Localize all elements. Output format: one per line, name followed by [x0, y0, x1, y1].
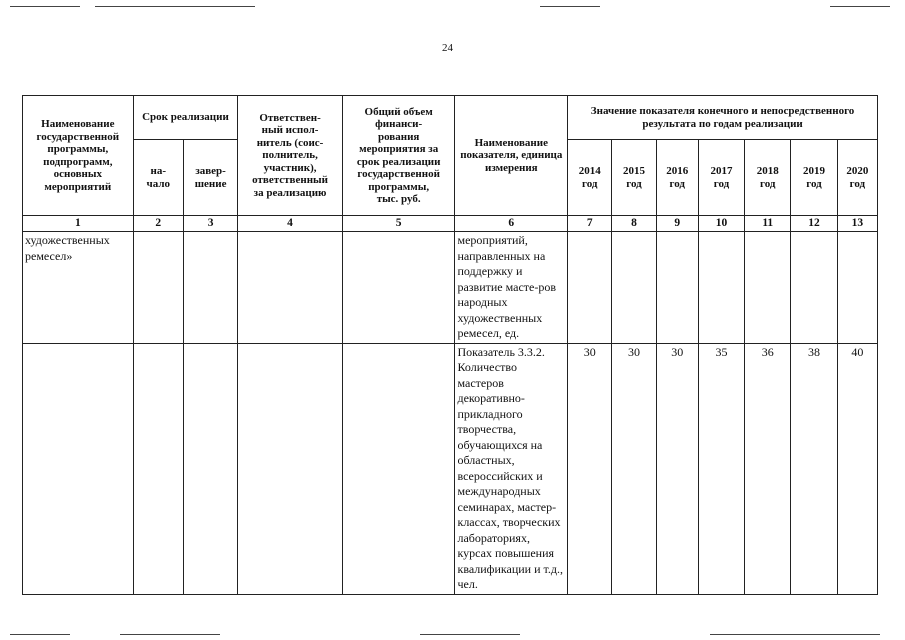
header-end: завер- шение: [183, 140, 237, 216]
column-number: 10: [698, 216, 744, 232]
start-cell: [133, 343, 183, 594]
responsible-cell: [238, 343, 343, 594]
header-year: 2016 год: [656, 140, 698, 216]
value-cell: 30: [656, 343, 698, 594]
value-cell: [745, 232, 791, 344]
column-number: 11: [745, 216, 791, 232]
column-number: 9: [656, 216, 698, 232]
header-financing: Общий объем финанси- рования мероприятия за срок реализации государственной программы, тыс. руб.: [342, 96, 455, 216]
program-indicators-table: [22, 95, 878, 595]
indicator-name-cell: мероприятий, направленных на поддержку и развитие масте-ров народных художественных ремесел, ед.: [455, 232, 568, 344]
indicator-name-cell: Показатель 3.3.2. Количество мастеров декоративно-прикладного творчества, обучающихся на областных, всероссийских и международных семинарах, мастер-классах, творческих лабораториях, курсах повышения квалификации и т.д., чел.: [455, 343, 568, 594]
header-year: 2019 год: [791, 140, 837, 216]
header-year: 2015 год: [612, 140, 656, 216]
column-number: 7: [568, 216, 612, 232]
scan-edge-line: [710, 634, 880, 635]
responsible-cell: [238, 232, 343, 344]
header-start: на- чало: [133, 140, 183, 216]
column-number: 4: [238, 216, 343, 232]
value-cell: 40: [837, 343, 877, 594]
value-cell: [791, 232, 837, 344]
value-cell: [568, 232, 612, 344]
header-program-name: Наименование государственной программы, подпрограмм, основных мероприятий: [23, 96, 134, 216]
financing-cell: [342, 232, 455, 344]
column-number: 3: [183, 216, 237, 232]
column-number: 12: [791, 216, 837, 232]
value-cell: [612, 232, 656, 344]
end-cell: [183, 232, 237, 344]
value-cell: [837, 232, 877, 344]
header-indicator-values: Значение показателя конечного и непосредственного результата по годам реализации: [568, 96, 878, 140]
scan-edge-line: [95, 6, 255, 7]
header-year: 2017 год: [698, 140, 744, 216]
scan-edge-line: [420, 634, 520, 635]
scan-edge-line: [540, 6, 600, 7]
header-year: 2020 год: [837, 140, 877, 216]
value-cell: 30: [568, 343, 612, 594]
column-number: 8: [612, 216, 656, 232]
column-number: 6: [455, 216, 568, 232]
table-row: [23, 232, 878, 344]
header-year: 2014 год: [568, 140, 612, 216]
program-name-cell: [23, 343, 134, 594]
column-number-row: [23, 216, 878, 232]
header-responsible: Ответствен- ный испол- нитель (соис- полнитель, участник), ответственный за реализацию: [238, 96, 343, 216]
header-year: 2018 год: [745, 140, 791, 216]
end-cell: [183, 343, 237, 594]
scan-edge-line: [830, 6, 890, 7]
value-cell: 38: [791, 343, 837, 594]
scan-edge-line: [10, 634, 70, 635]
column-number: 13: [837, 216, 877, 232]
value-cell: [698, 232, 744, 344]
column-number: 1: [23, 216, 134, 232]
scan-edge-line: [10, 6, 80, 7]
value-cell: [656, 232, 698, 344]
value-cell: 35: [698, 343, 744, 594]
page-number: 24: [442, 42, 453, 54]
value-cell: 36: [745, 343, 791, 594]
start-cell: [133, 232, 183, 344]
program-name-cell: художественных ремесел»: [23, 232, 134, 344]
column-number: 2: [133, 216, 183, 232]
header-indicator-name: Наименование показателя, единица измерения: [455, 96, 568, 216]
value-cell: 30: [612, 343, 656, 594]
table-row: [23, 343, 878, 594]
column-number: 5: [342, 216, 455, 232]
scan-edge-line: [120, 634, 220, 635]
header-term: Срок реализации: [133, 96, 238, 140]
financing-cell: [342, 343, 455, 594]
